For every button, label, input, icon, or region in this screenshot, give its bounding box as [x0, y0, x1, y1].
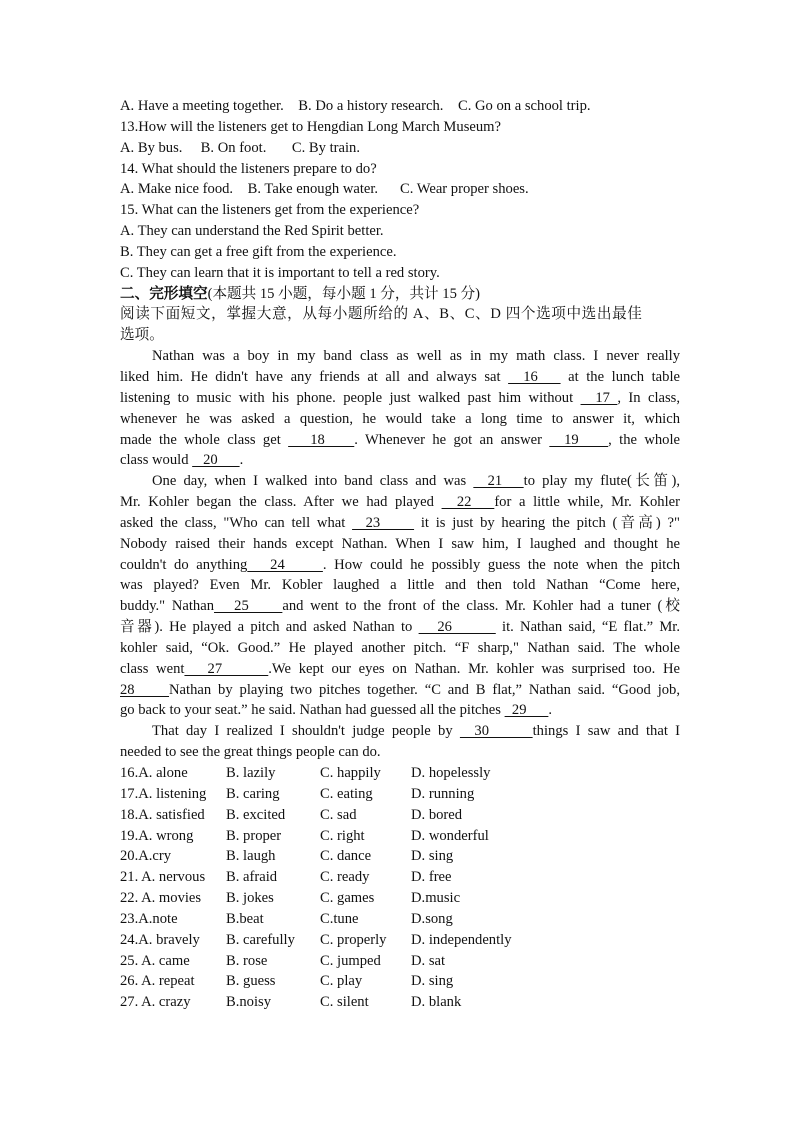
passage-text: , the whole	[608, 431, 680, 448]
blank-number: 18	[288, 431, 355, 448]
option-choice: C. eating	[320, 785, 373, 802]
passage-line	[120, 367, 680, 388]
passage-line	[120, 471, 680, 492]
option-choice: 23.A.note	[120, 910, 178, 927]
blank-number: 16	[508, 368, 561, 385]
option-choice: C. silent	[320, 994, 369, 1011]
option-choice: C. dance	[320, 848, 372, 865]
passage-text: class would	[120, 452, 193, 469]
passage-text: buddy." Nathan	[120, 598, 215, 615]
option-choice: B. lazily	[226, 765, 276, 781]
option-choice: D. sing	[411, 848, 454, 865]
passage-line	[120, 430, 680, 451]
blank-number: 22	[441, 494, 495, 511]
passage-line	[120, 346, 680, 367]
passage-line	[120, 388, 680, 409]
passage-line	[120, 680, 680, 701]
passage-line	[120, 638, 680, 659]
option-row	[120, 784, 680, 805]
exam-page	[120, 96, 680, 1013]
passage-text: it is just by hearing the pitch (音高) ?"	[414, 514, 680, 531]
passage-text: it. Nathan said, “E flat.” Mr.	[495, 619, 680, 636]
listening-line: 15. What can the listeners get from the experience?	[120, 202, 420, 219]
option-choice: 24.A. bravely	[120, 931, 200, 948]
option-row	[120, 930, 680, 951]
option-row	[120, 888, 680, 909]
section-title: 二、完形填空	[120, 285, 208, 302]
listening-line: 13.How will the listeners get to Hengdian Long March Museum?	[120, 118, 501, 135]
passage-line	[120, 555, 680, 576]
passage-text: Nobody raised their hands except Nathan. When I saw him, I laughed and thought he	[120, 535, 680, 552]
passage-text: kohler said, “Ok. Good.” He played another pitch. “F sharp," Nathan said. The whole	[120, 639, 680, 656]
passage-text: 音器). He played a pitch and asked Nathan to	[120, 619, 419, 636]
option-choice: C. happily	[320, 765, 381, 781]
passage-text: whenever he was asked a question, he would take a long time to answer it, which	[120, 410, 680, 427]
passage-text: asked the class, "Who can tell what	[120, 514, 353, 531]
option-choice: B. caring	[226, 785, 280, 802]
listening-line: B. They can get a free gift from the experience.	[120, 243, 397, 260]
blank-number: 27	[184, 660, 269, 677]
section-instruction-cont: 选项。	[120, 327, 164, 344]
passage-text: Nathan by playing two pitches together. “C and B flat,” Nathan said. “Good job,	[169, 681, 680, 698]
option-choice: B. carefully	[226, 931, 295, 948]
passage-line	[120, 492, 680, 513]
listening-line: A. Make nice food. B. Take enough water. C. Wear proper shoes.	[120, 181, 529, 198]
passage-line	[120, 742, 680, 763]
option-row	[120, 971, 680, 992]
option-choice: B. proper	[226, 827, 282, 844]
option-row	[120, 826, 680, 847]
passage-text: couldn't do anything	[120, 556, 248, 573]
option-choice: 22. A. movies	[120, 890, 202, 907]
blank-number: 19	[549, 431, 609, 448]
passage-text: . Whenever he got an answer	[354, 431, 550, 448]
option-choice: B. rose	[226, 952, 268, 969]
passage-text: was played? Even Mr. Kobler laughed a little and then told Nathan “Come here,	[120, 577, 680, 594]
option-row	[120, 867, 680, 888]
option-row	[120, 846, 680, 867]
option-choice: C. jumped	[320, 952, 381, 969]
listening-line: A. By bus. B. On foot. C. By train.	[120, 139, 360, 156]
option-choice: 26. A. repeat	[120, 973, 195, 990]
blank-number: 30	[459, 723, 533, 740]
passage-line	[120, 659, 680, 680]
answer-options	[120, 763, 680, 1013]
option-choice: 16.A. alone	[120, 765, 188, 781]
blank-number: 21	[473, 473, 524, 490]
option-choice: B. excited	[226, 806, 286, 823]
option-choice: D. independently	[411, 931, 512, 948]
option-choice: C. play	[320, 973, 363, 990]
option-choice: C. ready	[320, 869, 370, 886]
passage-text: listening to music with his phone. people just walked past him without	[120, 389, 581, 406]
option-choice: 18.A. satisfied	[120, 806, 205, 823]
option-choice: D. hopelessly	[411, 765, 491, 781]
option-choice: D. bored	[411, 806, 463, 823]
option-choice: 25. A. came	[120, 952, 190, 969]
option-choice: 19.A. wrong	[120, 827, 194, 844]
passage-line	[120, 575, 680, 596]
option-row	[120, 951, 680, 972]
listening-line: 14. What should the listeners prepare to do?	[120, 160, 377, 177]
listening-line: C. They can learn that it is important to tell a red story.	[120, 264, 440, 281]
blank-number: 26	[418, 619, 496, 636]
passage-text: .	[239, 452, 244, 469]
section-instruction: 阅读下面短文，掌握大意，从每小题所给的 A、B、C、D 四个选项中选出最佳	[120, 306, 643, 323]
passage-line	[120, 409, 680, 430]
section-heading	[120, 284, 680, 305]
cloze-passage	[120, 346, 680, 763]
option-choice: C. properly	[320, 931, 387, 948]
option-choice: 21. A. nervous	[120, 869, 206, 886]
option-choice: C. right	[320, 827, 365, 844]
section-scoring: (本题共 15 小题，每小题 1 分，共计 15 分)	[207, 285, 480, 302]
passage-line	[120, 450, 680, 471]
option-choice: B. guess	[226, 973, 276, 990]
option-choice: D.music	[411, 890, 461, 907]
passage-text: made the whole class get	[120, 431, 289, 448]
blank-number: 20	[192, 452, 240, 469]
passage-line	[120, 617, 680, 638]
blank-number: 29	[504, 702, 549, 719]
option-choice: C. sad	[320, 806, 357, 823]
option-choice: D. free	[411, 869, 452, 886]
passage-text: That day I realized I shouldn't judge people by	[152, 723, 460, 740]
option-choice: B. laugh	[226, 848, 276, 865]
option-choice: 20.A.cry	[120, 848, 172, 865]
option-choice: B. afraid	[226, 869, 278, 886]
passage-text: liked him. He didn't have any friends at all and always sat	[120, 368, 509, 385]
passage-line	[120, 596, 680, 617]
passage-text: . How could he possibly guess the note when the pitch	[322, 556, 680, 573]
option-row	[120, 909, 680, 930]
option-row	[120, 805, 680, 826]
option-choice: C. games	[320, 890, 375, 907]
listening-line: A. They can understand the Red Spirit better.	[120, 223, 384, 240]
option-row	[120, 763, 680, 784]
option-choice: C.tune	[320, 910, 359, 927]
listening-questions	[120, 96, 680, 284]
passage-text: .We kept our eyes on Nathan. Mr. kohler was surprised too. He	[268, 660, 680, 677]
passage-text: for a little while, Mr. Kohler	[494, 494, 680, 511]
passage-line	[120, 534, 680, 555]
blank-number: 25	[214, 598, 283, 615]
passage-text: , In class,	[617, 389, 680, 406]
blank-number: 24	[247, 556, 323, 573]
option-choice: D. blank	[411, 994, 462, 1011]
option-choice: D. wonderful	[411, 827, 489, 844]
option-choice: B. jokes	[226, 890, 274, 907]
option-choice: D.song	[411, 910, 453, 927]
passage-text: at the lunch table	[560, 368, 680, 385]
passage-text: class went	[120, 660, 185, 677]
option-row	[120, 992, 680, 1013]
listening-line: A. Have a meeting together. B. Do a history research. C. Go on a school trip.	[120, 98, 591, 114]
blank-number: 28	[120, 681, 170, 698]
passage-text: One day, when I walked into band class and was	[152, 473, 474, 490]
passage-text: needed to see the great things people can do.	[120, 744, 381, 761]
option-choice: 27. A. crazy	[120, 994, 191, 1011]
passage-line	[120, 700, 680, 721]
option-choice: D. sat	[411, 952, 446, 969]
option-choice: D. running	[411, 785, 475, 802]
passage-text: to play my flute(长笛),	[523, 473, 680, 490]
passage-text: Nathan was a boy in my band class as well as in my math class. I never really	[152, 348, 680, 365]
passage-text: go back to your seat.” he said. Nathan had guessed all the pitches	[120, 702, 505, 719]
passage-line	[120, 721, 680, 742]
blank-number: 23	[352, 514, 415, 531]
option-choice: D. sing	[411, 973, 454, 990]
passage-text: .	[548, 702, 553, 719]
blank-number: 17	[580, 389, 618, 406]
option-choice: B.noisy	[226, 994, 272, 1011]
passage-text: and went to the front of the class. Mr. Kohler had a tuner (校	[282, 598, 680, 615]
passage-text: Mr. Kohler began the class. After we had played	[120, 494, 442, 511]
option-choice: 17.A. listening	[120, 785, 207, 802]
option-choice: B.beat	[226, 910, 264, 927]
passage-line	[120, 513, 680, 534]
passage-text: things I saw and that I	[532, 723, 680, 740]
